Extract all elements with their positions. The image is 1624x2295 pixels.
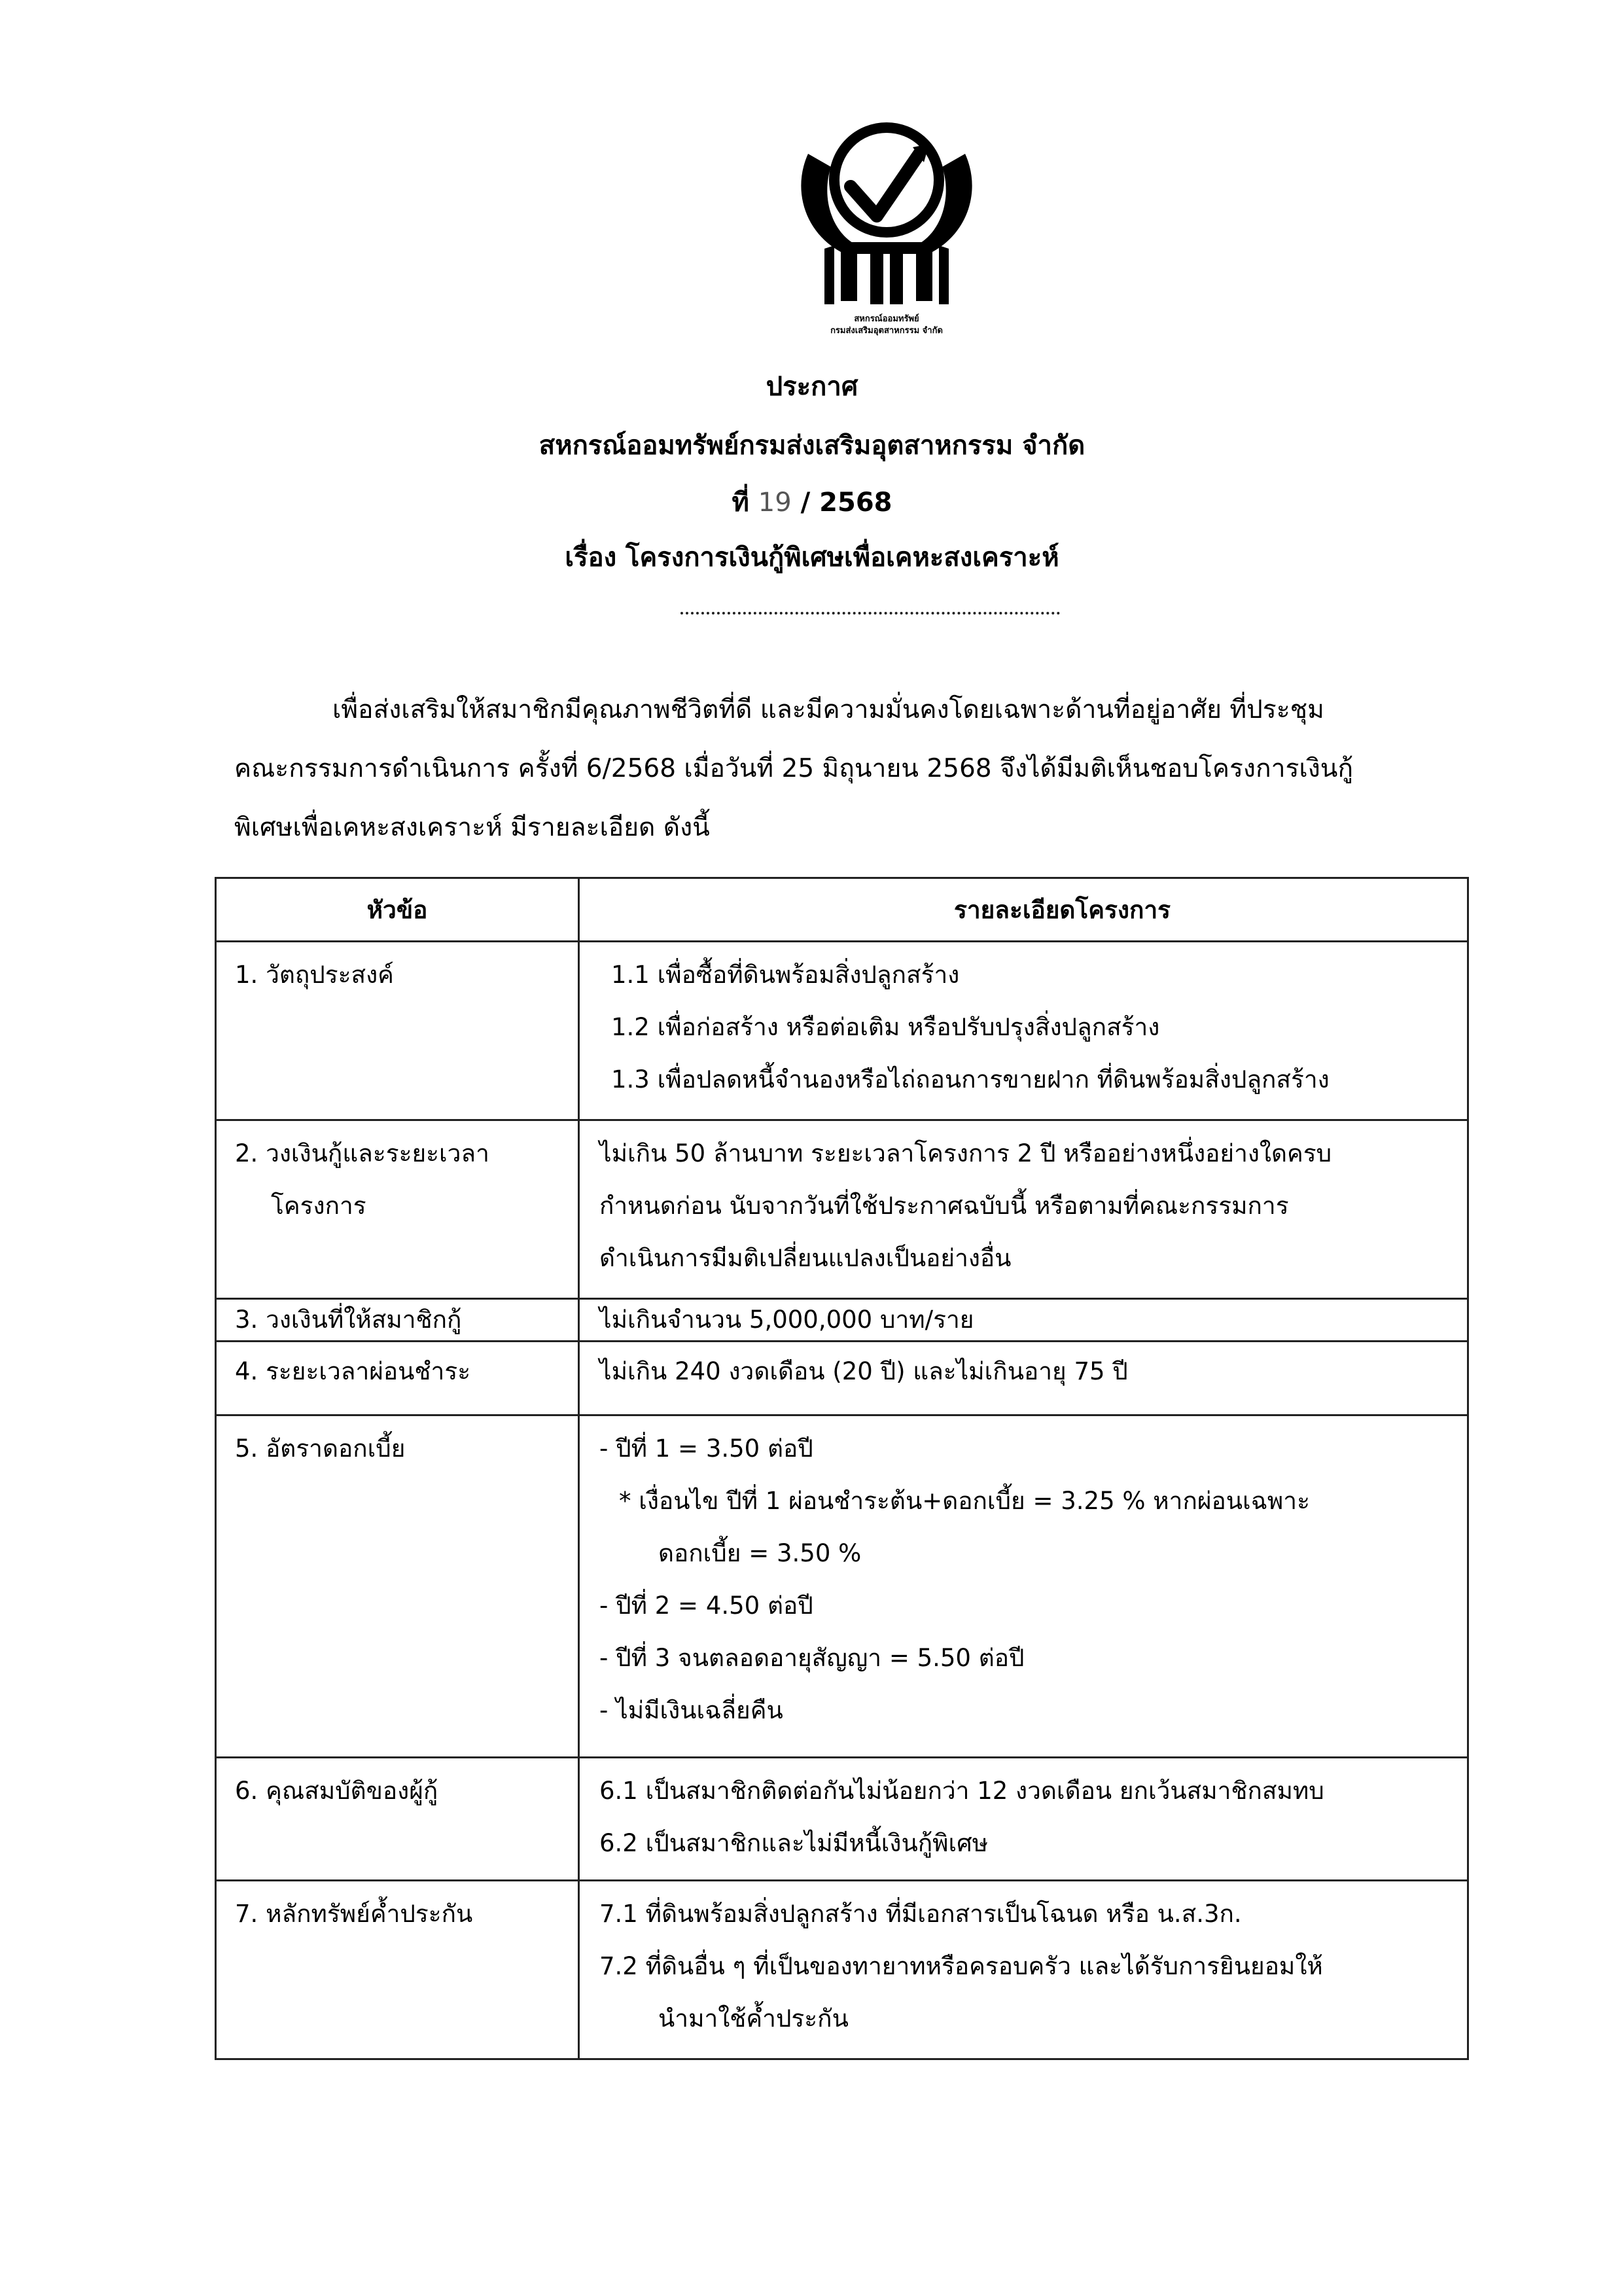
table-row [216, 1120, 1468, 1299]
logo-name-line1: สหกรณ์ออมทรัพย์ [854, 314, 919, 324]
detail-line: 7.1 ที่ดินพร้อมสิ่งปลูกสร้าง ที่มีเอกสารเป็นโฉนด หรือ น.ส.3ก. [599, 1900, 1242, 1928]
column-header-topic: หัวข้อ [216, 878, 579, 942]
topic-cell [216, 942, 579, 1120]
topic-text: 3. วงเงินที่ให้สมาชิกกู้ [235, 1306, 462, 1334]
table-row [216, 1299, 1468, 1342]
intro-line-2: คณะกรรมการดำเนินการ ครั้งที่ 6/2568 เมื่อวันที่ 25 มิถุนายน 2568 จึงได้มีมติเห็นชอบโครงการเงินกู้ [234, 754, 1354, 783]
topic-text: 1. วัตถุประสงค์ [235, 961, 394, 989]
detail-cell [579, 1342, 1468, 1415]
table-row [216, 942, 1468, 1120]
announcement-title: ประกาศ [766, 372, 858, 402]
detail-line: 6.1 เป็นสมาชิกติดต่อกันไม่น้อยกว่า 12 งวดเดือน ยกเว้นสมาชิกสมทบ [599, 1777, 1324, 1805]
detail-line: 6.2 เป็นสมาชิกและไม่มีหนี้เงินกู้พิเศษ [599, 1829, 989, 1857]
topic-cell [216, 1342, 579, 1415]
detail-line: 1.3 เพื่อปลดหนี้จำนองหรือไถ่ถอนการขายฝาก ที่ดินพร้อมสิ่งปลูกสร้าง [611, 1065, 1330, 1094]
logo-name-line2: กรมส่งเสริมอุตสาหกรรม จำกัด [830, 326, 943, 336]
logo-emblem-icon [779, 118, 995, 334]
table-header-row [216, 878, 1468, 942]
detail-cell [579, 1881, 1468, 2059]
project-details-table [215, 877, 1469, 2060]
cooperative-logo [779, 118, 995, 353]
table-row [216, 1758, 1468, 1881]
number-suffix: / 2568 [800, 488, 892, 518]
intro-line-3: พิเศษเพื่อเคหะสงเคราะห์ มีรายละเอียด ดังนี้ [234, 813, 710, 842]
detail-line: - ปีที่ 1 = 3.50 ต่อปี [599, 1434, 813, 1463]
topic-cell [216, 1415, 579, 1758]
detail-line: - ปีที่ 2 = 4.50 ต่อปี [599, 1592, 813, 1620]
announcement-number [0, 486, 1624, 520]
detail-line: - ไม่มีเงินเฉลี่ยคืน [599, 1696, 783, 1724]
table-row [216, 1881, 1468, 2059]
detail-line: กำหนดก่อน นับจากวันที่ใช้ประกาศฉบับนี้ หรือตามที่คณะกรรมการ [599, 1192, 1289, 1220]
detail-line: นำมาใช้ค้ำประกัน [658, 2004, 849, 2033]
column-header-details: รายละเอียดโครงการ [579, 878, 1468, 942]
detail-cell [579, 1415, 1468, 1758]
topic-cell [216, 1299, 579, 1342]
detail-line: ดำเนินการมีมติเปลี่ยนแปลงเป็นอย่างอื่น [599, 1244, 1012, 1272]
detail-line: ไม่เกิน 50 ล้านบาท ระยะเวลาโครงการ 2 ปี หรืออย่างหนึ่งอย่างใดครบ [599, 1139, 1332, 1167]
dotted-divider [680, 612, 1060, 614]
topic-cell [216, 1881, 579, 2059]
detail-line: 1.1 เพื่อซื้อที่ดินพร้อมสิ่งปลูกสร้าง [611, 961, 960, 989]
announcement-subject: เรื่อง โครงการเงินกู้พิเศษเพื่อเคหะสงเคราะห์ [565, 543, 1059, 573]
topic-text: 6. คุณสมบัติของผู้กู้ [235, 1777, 438, 1805]
number-prefix: ที่ [732, 488, 749, 518]
detail-line: 7.2 ที่ดินอื่น ๆ ที่เป็นของทายาทหรือครอบครัว และได้รับการยินยอมให้ [599, 1952, 1323, 1980]
detail-line: - ปีที่ 3 จนตลอดอายุสัญญา = 5.50 ต่อปี [599, 1644, 1025, 1672]
topic-text: 7. หลักทรัพย์ค้ำประกัน [235, 1900, 473, 1928]
topic-text: 5. อัตราดอกเบี้ย [235, 1434, 406, 1463]
number-value: 19 [758, 488, 792, 518]
detail-line: ดอกเบี้ย = 3.50 % [658, 1539, 862, 1567]
detail-cell [579, 1299, 1468, 1342]
detail-line: 1.2 เพื่อก่อสร้าง หรือต่อเติม หรือปรับปรุงสิ่งปลูกสร้าง [611, 1013, 1160, 1041]
detail-line: ไม่เกินจำนวน 5,000,000 บาท/ราย [599, 1306, 974, 1334]
table-row [216, 1415, 1468, 1758]
detail-line: * เงื่อนไข ปีที่ 1 ผ่อนชำระต้น+ดอกเบี้ย = 3.25 % หากผ่อนเฉพาะ [619, 1487, 1310, 1515]
intro-paragraph [234, 681, 1484, 857]
organization-name: สหกรณ์ออมทรัพย์กรมส่งเสริมอุตสาหกรรม จำกัด [538, 431, 1086, 461]
detail-line: ไม่เกิน 240 งวดเดือน (20 ปี) และไม่เกินอายุ 75 ปี [599, 1357, 1128, 1385]
intro-line-1: เพื่อส่งเสริมให้สมาชิกมีคุณภาพชีวิตที่ดี และมีความมั่นคงโดยเฉพาะด้านที่อยู่อาศัย ที่ประชุม [332, 695, 1324, 724]
topic-text-continued: โครงการ [271, 1192, 366, 1220]
topic-cell [216, 1758, 579, 1881]
topic-text: 4. ระยะเวลาผ่อนชำระ [235, 1357, 471, 1385]
detail-cell [579, 1758, 1468, 1881]
detail-cell [579, 1120, 1468, 1299]
topic-cell [216, 1120, 579, 1299]
topic-text: 2. วงเงินกู้และระยะเวลา [235, 1139, 489, 1167]
detail-cell [579, 942, 1468, 1120]
table-row [216, 1342, 1468, 1415]
